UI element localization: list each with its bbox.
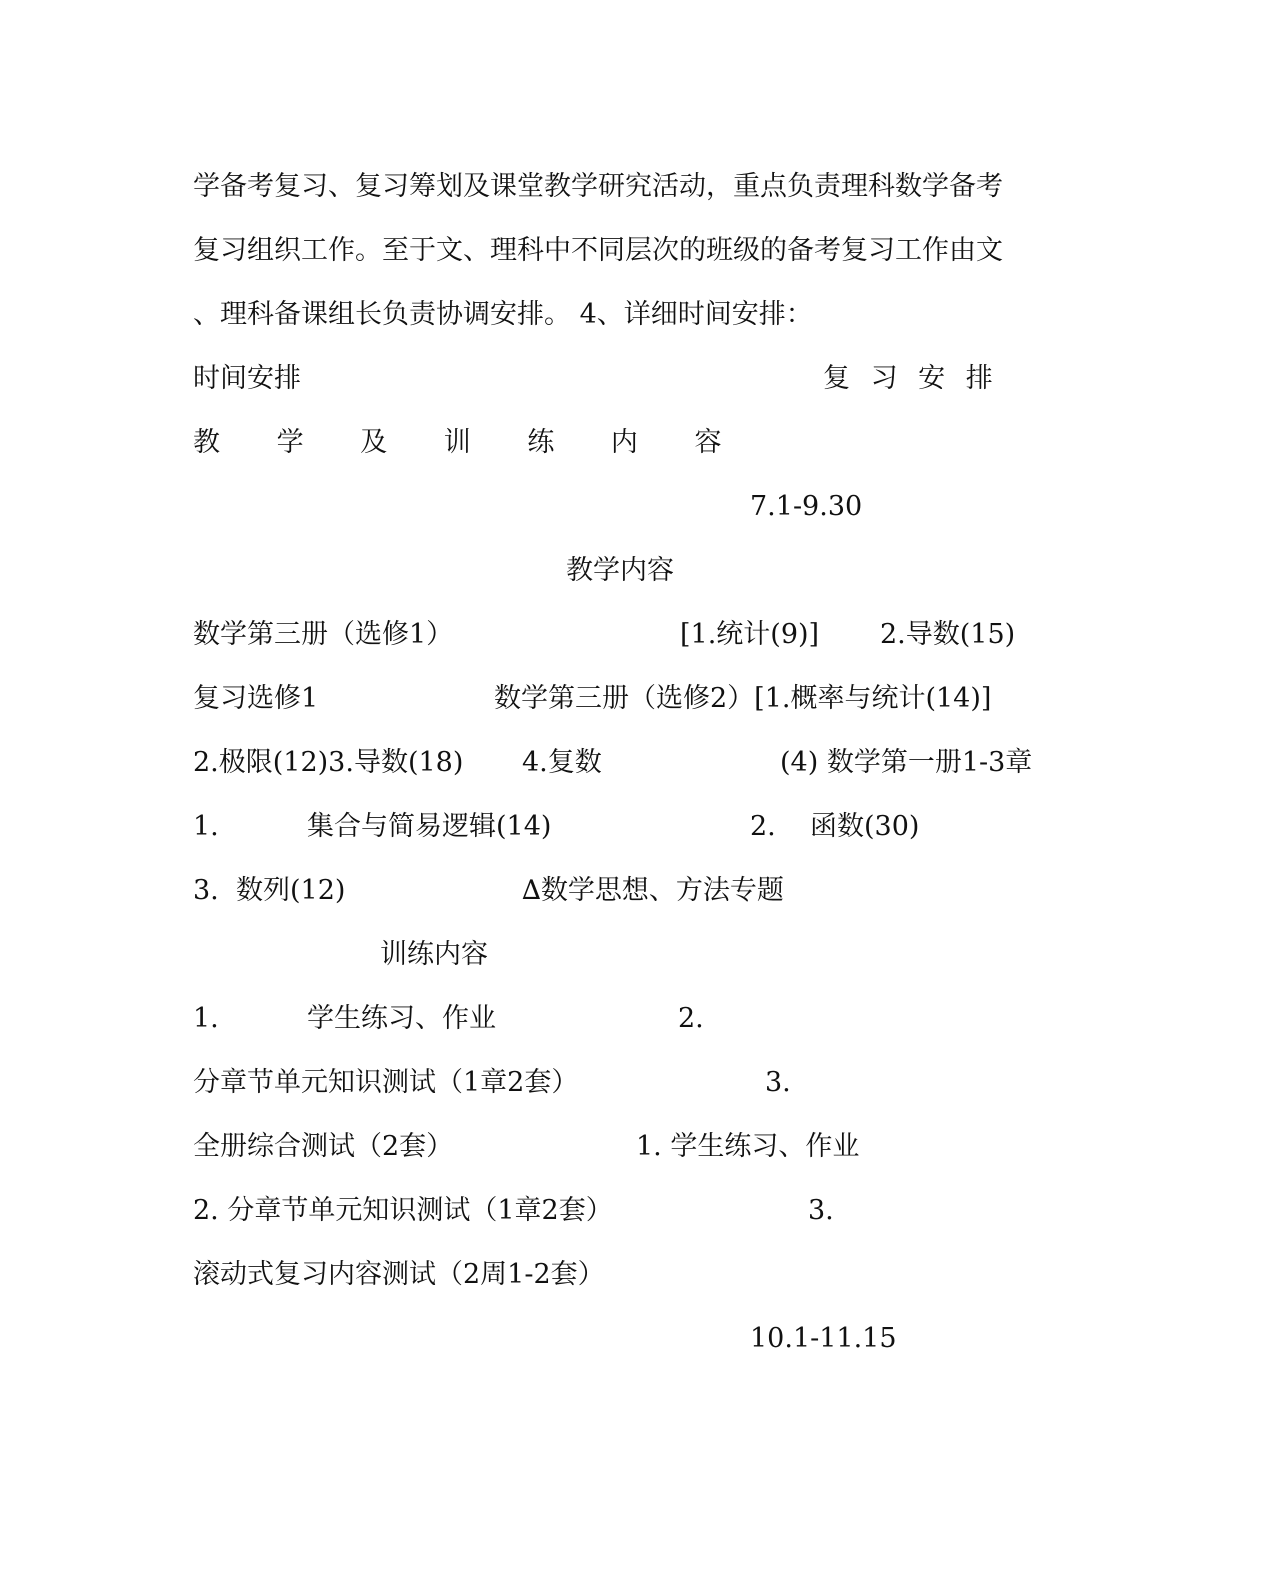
teach-row-4-text-1: 集合与简易逻辑(14) xyxy=(307,811,552,842)
teach-row-2-left: 复习选修1 xyxy=(193,683,319,714)
body-line-2: 复习组织工作。至于文、理科中不同层次的班级的备考复习工作由文 xyxy=(193,235,1003,266)
train-row-1-num: 1. xyxy=(193,1003,219,1034)
table-header-review: 复 习 安 排 xyxy=(823,363,999,394)
teach-row-3-a: 2.极限(12)3.导数(18) xyxy=(193,747,464,778)
teach-row-4-text-2: 函数(30) xyxy=(810,811,920,842)
teach-row-5-topic: ∆数学思想、方法专题 xyxy=(522,875,784,906)
teach-row-3-b: 4.复数 xyxy=(522,747,602,778)
train-row-3-second: 1. 学生练习、作业 xyxy=(636,1131,860,1162)
period-2-date: 10.1-11.15 xyxy=(750,1323,897,1354)
teach-row-5-text: 数列(12) xyxy=(236,875,346,906)
training-content-heading: 训练内容 xyxy=(380,939,488,970)
teach-row-5-num: 3. xyxy=(193,875,219,906)
teach-row-2-right: 数学第三册（选修2）[1.概率与统计(14)] xyxy=(494,683,992,714)
train-row-2-text: 分章节单元知识测试（1章2套） xyxy=(193,1067,579,1098)
table-header-content: 教 学 及 训 练 内 容 xyxy=(193,427,746,458)
train-row-1-text: 学生练习、作业 xyxy=(307,1003,496,1034)
body-line-1: 学备考复习、复习筹划及课堂教学研究活动，重点负责理科数学备考 xyxy=(193,171,1003,202)
period-1-date: 7.1-9.30 xyxy=(750,491,863,522)
table-header-time: 时间安排 xyxy=(193,363,301,394)
teach-row-1-left: 数学第三册（选修1） xyxy=(193,619,454,650)
train-row-4-text: 2. 分章节单元知识测试（1章2套） xyxy=(193,1195,613,1226)
train-row-1-num-2: 2. xyxy=(678,1003,704,1034)
teach-row-1-mid: [1.统计(9)] xyxy=(680,619,820,650)
body-line-3: 、理科备课组长负责协调安排。 4、详细时间安排： xyxy=(193,299,813,330)
teaching-content-heading: 教学内容 xyxy=(566,555,674,586)
train-row-5-text: 滚动式复习内容测试（2周1-2套） xyxy=(193,1259,605,1290)
train-row-2-num-3: 3. xyxy=(765,1067,791,1098)
teach-row-4-num-2: 2. xyxy=(750,811,776,842)
teach-row-1-right: 2.导数(15) xyxy=(880,619,1016,650)
teach-row-3-c: (4) 数学第一册1-3章 xyxy=(780,747,1033,778)
train-row-4-num-3: 3. xyxy=(808,1195,834,1226)
train-row-3-text: 全册综合测试（2套） xyxy=(193,1131,454,1162)
teach-row-4-num-1: 1. xyxy=(193,811,219,842)
